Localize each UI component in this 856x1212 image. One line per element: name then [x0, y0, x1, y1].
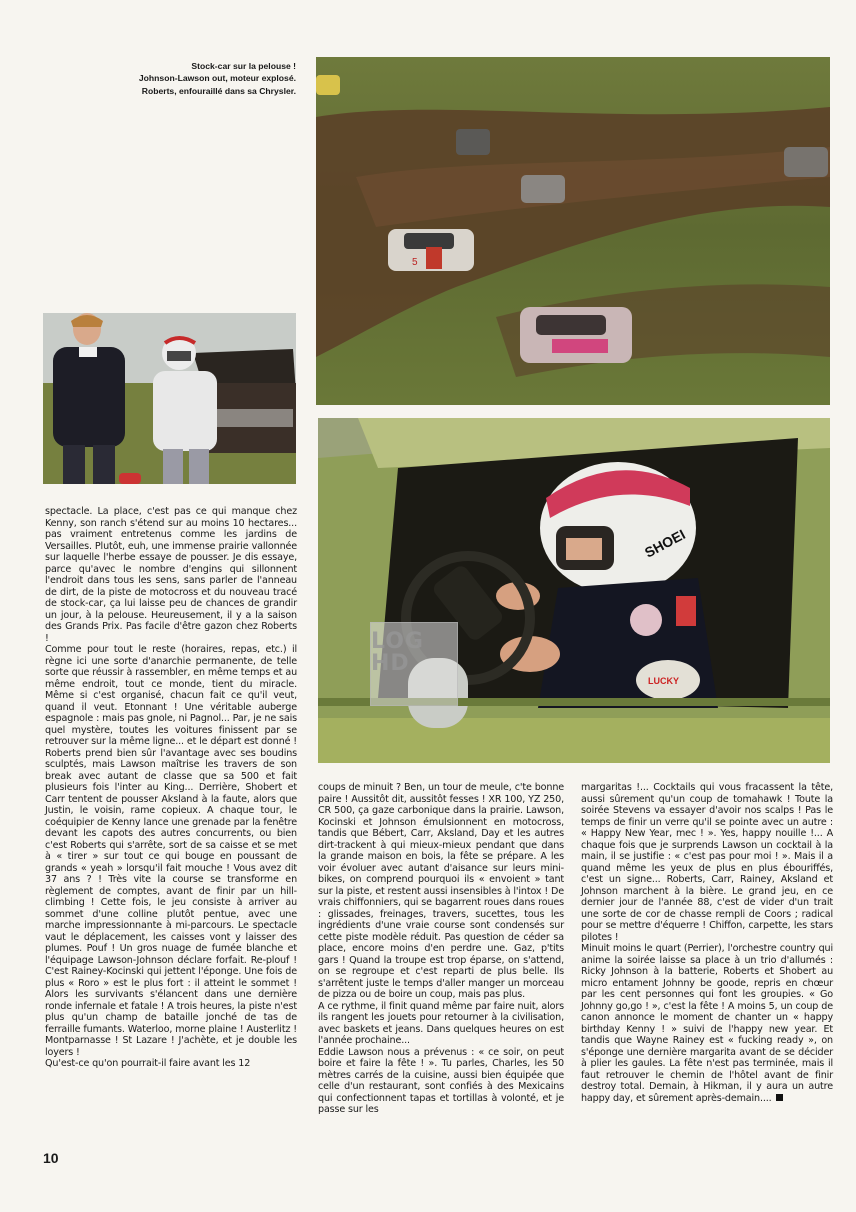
caption-line-3: Roberts, enfouraillé dans sa Chrysler. [141, 85, 296, 96]
text-column-3 [581, 782, 833, 1104]
column1-paragraph-2: Comme pour tout le reste (horaires, repas, etc.) il règne ici une sorte d'anarchie permanente, de telle sorte que réussir à rassembler, en même temps et au même endroit, tout ce monde, tient du miracle. Même si c'est organisé, chacun fait ce qu'il veut, quand il veut. Etonnant ! Une véritable auberge espagnole : mais pas gnole, ni Pagnol... Par, je ne sais quel mystère, toutes les voitures finissent par se retrouver sur la même ligne... et le départ est donné ! Roberts prend bien sûr l'avantage avec ses boudins sculptés, mais Lawson maîtrise les travers de son break avec autant de classe que sa 500 et fait plusieurs fois l'inter au King... Derrière, Shobert et Carr tentent de pousser Aksland à la faute, alors que Justin, le voisin, rame copieux. A chaque tour, le coéquipier de Kenny lance une grenade par la fenêtre devant les capots des autres concurrents, ou bien c'est Roberts qui s'arrête, sort de sa caisse et se met à « tirer » sur tout ce qui bouge en poussant de grands « yeah » lorsqu'il fait mouche ! Vous avez dit 37 ans ? ! Très vite la course se transforme en règlement de comptes, avant de finir par un hill-climbing ! Cette fois, le jeu consiste à arriver au sommet d'une colline plutôt pentue, avec une marche impressionnante à mi-parcours. Le spectacle vaut le déplacement, les caisses vont y laisser des plumes. Pouf ! Un gros nuage de fumée blanche et l'équipage Lawson-Johnson déclare forfait. Re-plouf ! C'est Rainey-Kocinski qui jettent l'éponge. Une fois de plus « Roro » est le plus fort : il atteint le sommet ! Alors les survivants s'élancent dans une dernière ronde infernale et fatale ! A trois heures, la piste n'est plus qu'un champ de bataille jonché de tas de ferraille fumants. Waterloo, morne plaine ! Austerlitz ! Montparnasse ! St Lazare ! J'achète, et je double les loyers ! [45, 644, 297, 1058]
patch-text: LUCKY [648, 676, 679, 686]
svg-text:5: 5 [412, 257, 418, 268]
text-column-1 [45, 506, 297, 1070]
text-column-2 [318, 782, 564, 1116]
race-car-white [388, 229, 474, 271]
watermark-text: LOG HD [371, 629, 424, 676]
column3-paragraph-2-text: Minuit moins le quart (Perrier), l'orchestre country qui anime la soirée laisse sa place à un trio d'allumés : Ricky Johnson à la batterie, Roberts et Shobert au micro entament Johnny be goode, repris en chœur par les cent personnes qui font les groupies. « Go Johnny go,go ! », c'est la fête ! A moins 5, un coup de canon annonce le moment de chanter un « happy birthday Kenny ! » suivi de l'happy new year. Et tandis que Wayne Rainey est « fucking ready », on s'éponge une dernière margarita avant de se décider à plier les gaules. La fête n'est pas terminée, mais il faut retrouver le chemin de l'hôtel avant de finir destroy total. Demain, à Hikman, il y aura un autre happy day, et sûrement après-demain.... [581, 943, 833, 1104]
watermark [370, 622, 458, 706]
column2-paragraph-3: Eddie Lawson nous a prévenus : « ce soir, on peut boire et faire la fête ! ». Tu parles, Charles, les 50 mètres carrés de la cuisine, aussi bien équipée que celle d'un restaurant, sont confiés à des Mexicains qui confectionnent tapas et tortillas à volonté, et je passe sur les [318, 1046, 564, 1115]
photo-caption [100, 60, 296, 97]
column3-paragraph-1: margaritas !... Cocktails qui vous fracassent la tête, aussi sûrement qu'un coup de tomahawk ! Toute la soirée Stevens va essayer d'avoir nos scalps ! Pas le temps de finir un verre qu'il se pointe avec un autre : « Happy New Year, mec ! ». Yes, happy nouille !... A chaque fois que je surprends Lawson un cocktail à la main, il se justifie : « c'est pas pour moi ! ». Mais il a quand même les yeux de plus en plus ébouriffés, c'est un signe... Roberts, Carr, Rainey, Aksland et Johnson marchent à la bière. Le grand jeu, en ce dernier jour de l'année 88, c'est de vider d'un trait une sorte de cor de chasse rempli de Coors ; radical pour se mettre d'équerre ! Chiffon, carpette, les stars pilotes ! [581, 782, 833, 943]
end-of-article-mark [776, 1094, 783, 1101]
caption-line-2: Johnson-Lawson out, moteur explosé. [138, 73, 296, 84]
helmet-brand: SHOEI [641, 526, 688, 561]
column2-paragraph-2: A ce rythme, il finit quand même par faire nuit, alors ils rangent les jouets pour retourner à la civilisation, avec baskets et jeans. Dans quelques heures on est l'année prochaine... [318, 1000, 564, 1046]
stockcar-race-illustration [316, 57, 830, 405]
riders-portrait-photo [43, 313, 296, 484]
stockcar-race-photo [316, 57, 830, 405]
column2-paragraph-1: coups de minuit ? Ben, un tour de meule, c'te bonne paire ! Aussitôt dit, aussitôt fesses ! XR 100, YZ 250, CR 500, ça gaze carbonique dans la prairie. Lawson, Kocinski et Johnson émulsionnent en motocross, tandis que Bébert, Carr, Aksland, Day et les autres dirt-trackent à qui mieux-mieux pendant que dans la grande maison en bois, la fête se prépare. A les voir évoluer avec autant d'aisance sur leurs mini-bikes, on comprend pourquoi ils « envoient » tant sur la piste, et restent aussi insensibles à l'intox ! De vrais chiffonniers, qui se bagarrent roues dans roues : glissades, freinages, travers, sucettes, tous les ingrédients d'une vraie course sont condensés sur cette piste modèle réduit. Pas question de céder sa place, encore moins d'en perdre une. Gaz, p'tits gars ! Quand la troupe est trop éparse, on s'attend, on se regroupe et c'est reparti de plus belle. Ils s'arrêtent juste le temps d'aller manger un morceau de pizza ou de boire un coup, mais pas plus. [318, 782, 564, 1000]
page-number: 10 [43, 1150, 59, 1166]
column1-paragraph-1: spectacle. La place, c'est pas ce qui manque chez Kenny, son ranch s'étend sur au moins 10 hectares... pas vraiment entretenus comme les jardins de Versailles. Plutôt, euh, une immense prairie vallonnée sur laquelle l'herbe essaye de pousser. Je dis essaye, parce qu'avec le nombre d'engins qui sillonnent l'endroit dans tous les sens, sans parler de l'anneau de dirt, de la piste de motocross et du nouveau tracé de stock-car, ça lui laisse peu de chances de grandir un jour, à la pelouse. Heureusement, il y a la saison des Grands Prix. Pas facile d'être gazon chez Roberts ! [45, 506, 297, 644]
column3-paragraph-2 [581, 943, 833, 1104]
caption-line-1: Stock-car sur la pelouse ! [191, 61, 296, 71]
race-car-pink [520, 307, 632, 363]
driver-cockpit-illustration [318, 418, 830, 763]
driver-cockpit-photo [318, 418, 830, 763]
column1-paragraph-3: Qu'est-ce qu'on pourrait-il faire avant les 12 [45, 1058, 251, 1069]
riders-illustration [43, 313, 296, 484]
